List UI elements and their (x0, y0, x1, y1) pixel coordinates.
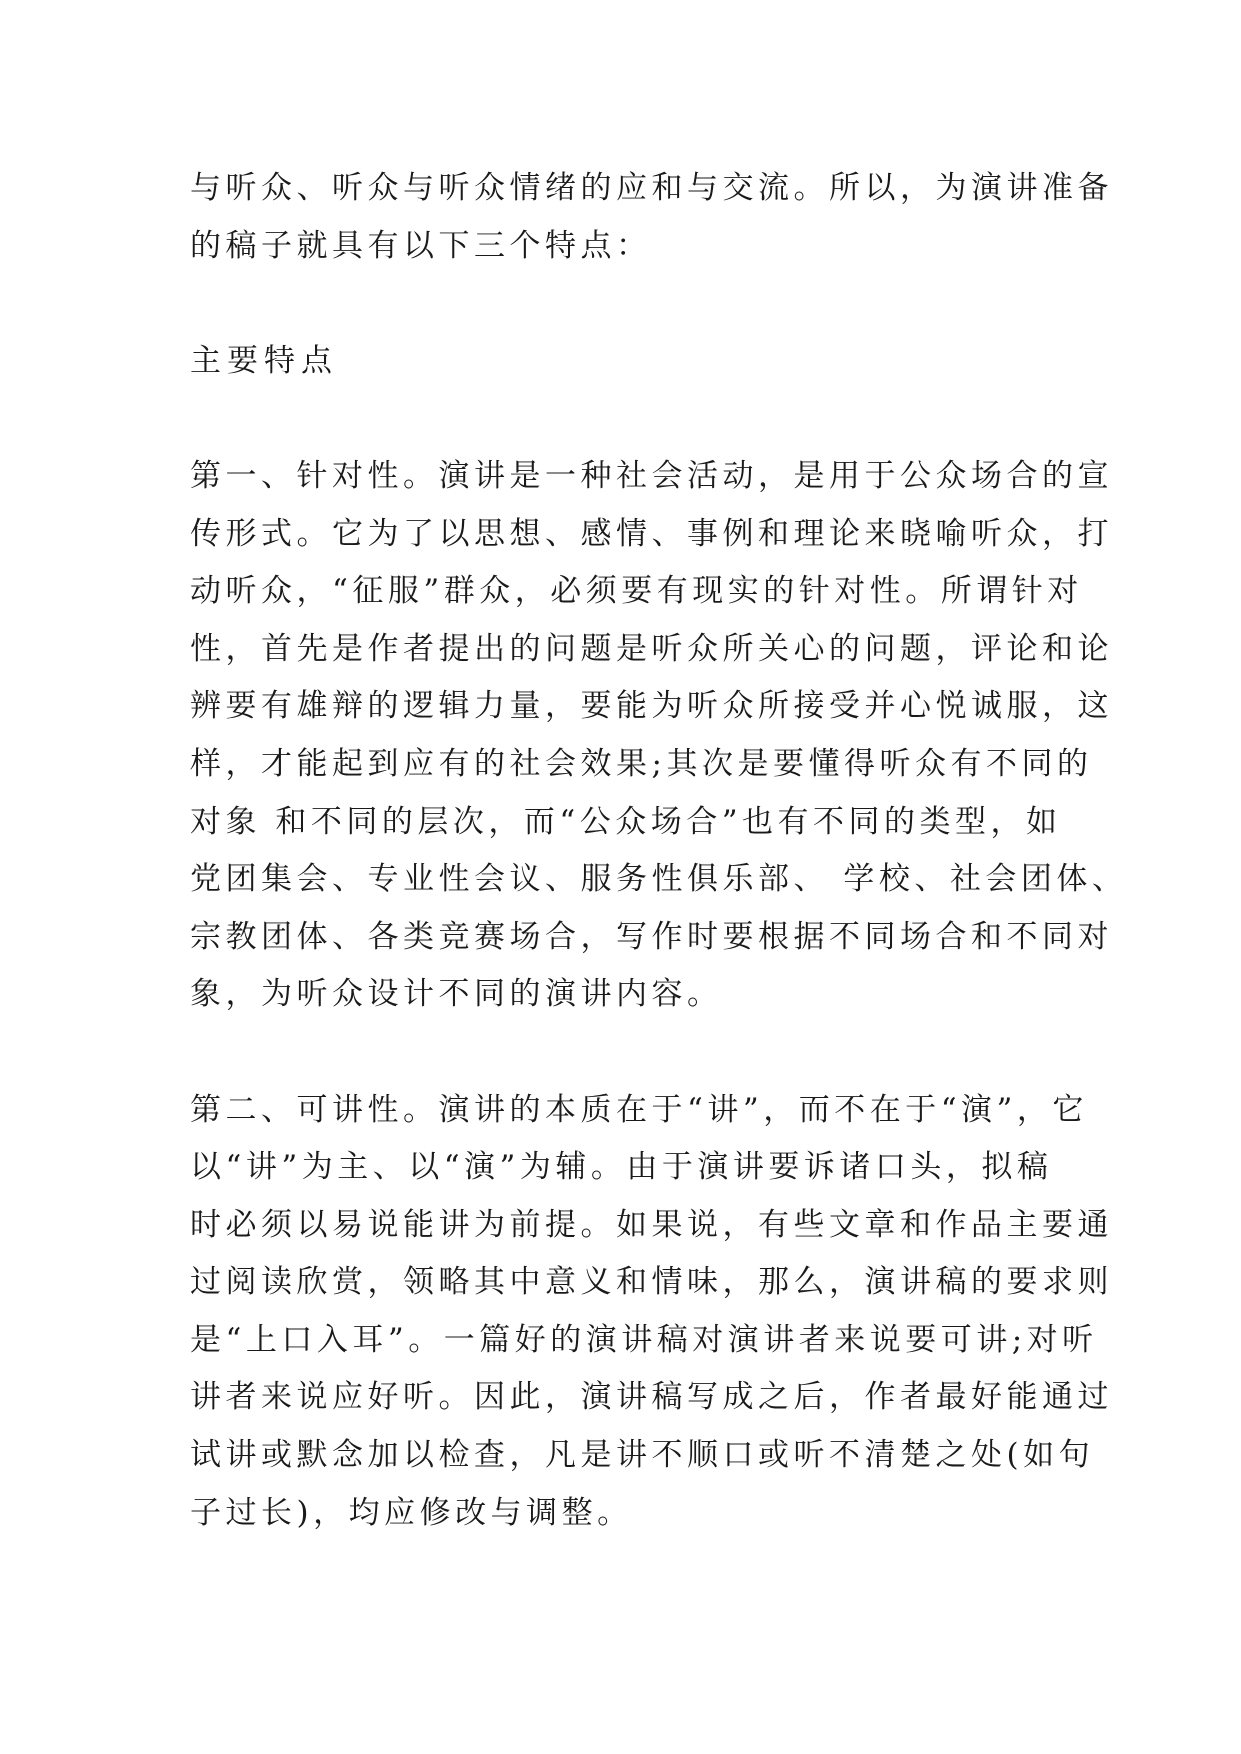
text-line: 过阅读欣赏，领略其中意义和情味，那么，演讲稿的要求则 (190, 1264, 1113, 1301)
text-line: 象，为听众设计不同的演讲内容。 (190, 976, 723, 1013)
text-line: 第一、针对性。演讲是一种社会活动，是用于公众场合的宣 (190, 457, 1113, 494)
text-line: 样，才能起到应有的社会效果;其次是要懂得听众有不同的 (190, 745, 1093, 782)
text-line: 性，首先是作者提出的问题是听众所关心的问题，评论和论 (190, 630, 1113, 667)
text-line: 讲者来说应好听。因此，演讲稿写成之后，作者最好能通过 (190, 1379, 1113, 1416)
text-line: 的稿子就具有以下三个特点： (190, 227, 652, 264)
document-body (190, 160, 1128, 1542)
text-line: 是“上口入耳”。一篇好的演讲稿对演讲者来说要可讲;对听 (190, 1321, 1098, 1358)
text-line: 党团集会、专业性会议、服务性俱乐部、 学校、社会团体、 (190, 861, 1128, 898)
paragraph-gap (190, 390, 1060, 448)
text-line: 动听众，“征服”群众，必须要有现实的针对性。所谓针对 (190, 573, 1083, 610)
text-line: 宗教团体、各类竞赛场合，写作时要根据不同场合和不同对 (190, 918, 1113, 955)
text-line: 与听众、听众与听众情绪的应和与交流。所以，为演讲准备 (190, 170, 1113, 206)
paragraph-gap (190, 275, 1060, 333)
section-heading: 主要特点 (190, 342, 338, 379)
text-line: 辨要有雄辩的逻辑力量，要能为听众所接受并心悦诚服，这 (190, 688, 1113, 725)
intro-paragraph (190, 160, 1113, 275)
text-line: 子过长)，均应修改与调整。 (190, 1494, 633, 1531)
text-line: 第二、可讲性。演讲的本质在于“讲”，而不在于“演”，它 (190, 1091, 1088, 1128)
second-feature-paragraph (190, 1082, 1113, 1543)
text-line: 时必须以易说能讲为前提。如果说，有些文章和作品主要通 (190, 1206, 1113, 1243)
text-line: 试讲或默念加以检查，凡是讲不顺口或听不清楚之处(如句 (190, 1437, 1095, 1474)
paragraph-gap (190, 1024, 1060, 1082)
first-feature-paragraph (190, 448, 1128, 1024)
text-line: 传形式。它为了以思想、感情、事例和理论来晓喻听众，打 (190, 515, 1113, 552)
text-line: 以“讲”为主、以“演”为辅。由于演讲要诉诸口头，拟稿 (190, 1149, 1053, 1186)
text-line: 对象 和不同的层次，而“公众场合”也有不同的类型，如 (190, 803, 1062, 840)
